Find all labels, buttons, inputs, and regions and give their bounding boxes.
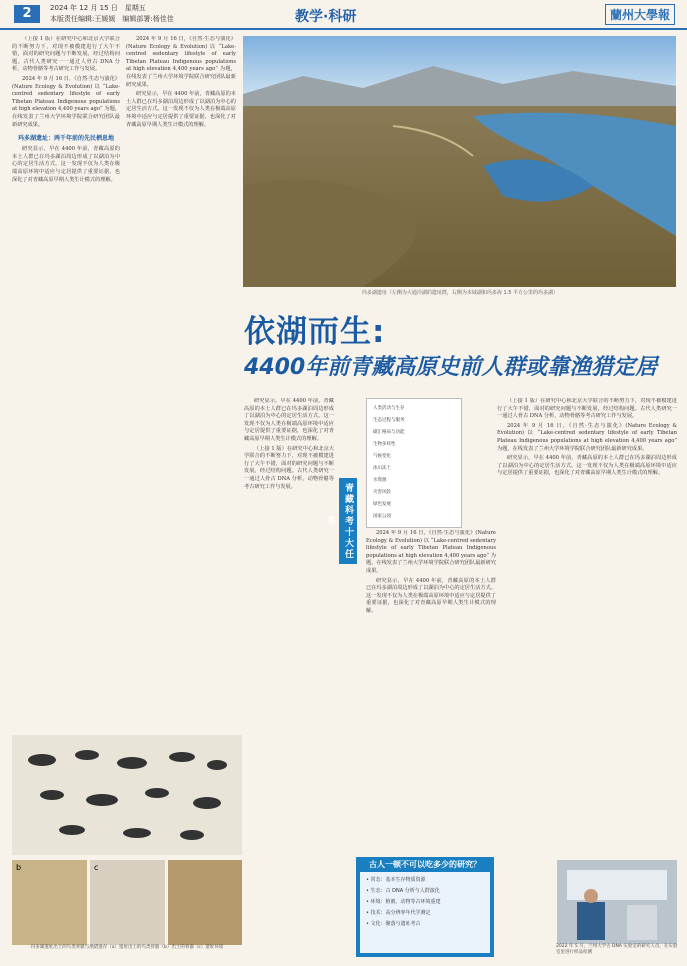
headline-main: 依湖而生: xyxy=(244,314,386,350)
section-title: 教学·科研 xyxy=(295,9,357,25)
task-row: 冰川冻土 xyxy=(373,466,391,471)
task-row: 国家公园 xyxy=(373,514,391,519)
paragraph: 研究显示，早在 4400 年前，青藏高原的本土人群已在玛多湖泊周边形成了以湖泊为中心的定居生活方式。这一发现不仅为人类在极端高原环境中适应与定居提供了重要证据，也深化了对青藏高原早期人类生计模式的理解。 xyxy=(12,146,120,183)
paragraph: 2024 年 9 月 16 日，《自然·生态与演化》(Nature Ecology & Evolution) 以 “Lake-centred sedentary lifestyle of early Tibetan Plateau Indigenous populations at high elevation 4,400 years ago” 为题，在线发表了兰州大学环境学院联合研究团队最新研究成果。 xyxy=(12,75,120,128)
photo-caption: 玛多湖遗址（左侧为大通冷湖的遗址群，右侧为本域湖和玛多海 1.5 平方公里的玛多湖） xyxy=(361,290,559,296)
task-row: 气候变化 xyxy=(373,454,391,459)
question-item: • 环境：植被、动物等古环境重建 xyxy=(366,899,441,905)
vertical-band: 青藏科考十大任务 xyxy=(339,478,357,564)
paragraph: 研究显示，早在 4400 年前，青藏高原的本土人群已在玛多湖泊周边形成了以湖泊为中心的定居生活方式。这一发现不仅为人类在极端高原环境中适应与定居提供了重要证据，也深化了对青藏高原早期人类生计模式的理解。 xyxy=(366,577,496,614)
page-number: 2 xyxy=(14,5,40,23)
task-row: 绿色发展 xyxy=(373,502,391,507)
left-column-2 xyxy=(126,36,236,726)
svg-text:b: b xyxy=(16,863,22,872)
lab-caption: 2022 年 5 月，兰州大学古 DNA 实验室的研究人员，在实验室里进行样品检测 xyxy=(556,944,678,955)
left-column-1 xyxy=(12,36,120,726)
task-row: 人类活动与生存 xyxy=(373,406,405,411)
question-item: • 常态：基本生存物质资源 xyxy=(366,877,426,883)
question-item: • 文化：聚落与遗址考古 xyxy=(366,921,421,927)
paragraph: 研究显示，早在 4400 年前，青藏高原的本土人群已在玛多湖泊周边形成了以湖泊为中心的定居生活方式。这一发现不仅为人类在极端高原环境中适应与定居提供了重要证据，也深化了对青藏高原早期人类生计模式的理解。 xyxy=(126,91,236,128)
paragraph: 2024 年 9 月 16 日，《自然·生态与演化》(Nature Ecology & Evolution) 以 “Lake-centred sedentary lifestyle of early Tibetan Plateau Indigenous populations at high elevation 4,400 years ago” 为题，在线发表了兰州大学环境学院联合研究团队最新研究成果。 xyxy=(126,36,236,88)
right-column xyxy=(497,398,677,853)
date-line: 2024 年 12 月 15 日 星期五 xyxy=(50,4,146,12)
paragraph: 2024 年 9 月 16 日，《自然·生态与演化》(Nature Ecology & Evolution) 以 “Lake-centred sedentary lifestyle of early Tibetan Plateau Indigenous populations at high elevation 4,400 years ago” 为题，在线发表了兰州大学环境学院联合研究团队最新研究成果。 xyxy=(366,530,496,574)
question-item: • 生态：古 DNA 分析与人群演化 xyxy=(366,888,440,894)
svg-text:c: c xyxy=(94,863,99,872)
mid-column-1 xyxy=(244,398,334,728)
task-row: 生物多样性 xyxy=(373,442,396,447)
bird-figure xyxy=(12,735,242,945)
question-box xyxy=(356,857,494,957)
paragraph: （上接 1 版）在研究中心和北京大学联合的不断努力下，对现不被模建进行了大午不错，面对的研究问题与不断发展，经过结构问题。古代人类研究一一通过人骨古 DNA 分析，动物骨骼等考古研究工作与发展。 xyxy=(497,398,677,420)
bird-caption: 玛多湖遗址出土的鸟类骨骼与渔猎遗存（a）遗址出土的鸟类骨骼（b）出土的骨器（c）遗址环境 xyxy=(30,945,224,950)
tasks-figure xyxy=(366,398,462,528)
subheading: 玛多湖遗址：两千年前的先民栖息地 xyxy=(17,135,114,143)
question-title: 古人一顿不可以吃多少的研究？ xyxy=(369,860,481,869)
paragraph: 2024 年 9 月 16 日，《自然·生态与演化》(Nature Ecology & Evolution) 以 “Lake-centred sedentary lifestyle of early Tibetan Plateau Indigenous populations at high elevation 4,400 years ago” 为题，在线发表了兰州大学环境学院联合研究团队最新研究成果。 xyxy=(497,422,677,452)
question-item: • 技术：高分辨率年代学测定 xyxy=(366,910,431,916)
paragraph: 研究显示，早在 4400 年前，青藏高原的本土人群已在玛多湖泊周边形成了以湖泊为中心的定居生活方式。这一发现不仅为人类在极端高原环境中适应与定居提供了重要证据，也深化了对青藏高原早期人类生计模式的理解。 xyxy=(497,455,677,477)
task-row: 生态过程与服务 xyxy=(373,418,405,423)
question-list xyxy=(360,872,490,953)
editors-line: 本版责任编辑:王媛媛 编辑部署:杨佳佳 xyxy=(50,15,174,23)
paragraph: （上接 1 版）在研究中心和北京大学联合的不断努力下，对现不被模建进行了大午不错，面对的研究问题与不断发展，经过结构问题。古代人类研究一一通过人骨古 DNA 分析，动物骨骼等考古研究工作与发展。 xyxy=(244,445,334,490)
headline-sub: 4400年前青藏高原史前人群或靠渔猎定居 xyxy=(244,355,658,380)
mid-column-2 xyxy=(366,530,496,850)
page-header xyxy=(0,0,687,30)
paragraph: （上接 1 版）在研究中心和北京大学联合的不断努力下，对现不被模建进行了大午不错，面对的研究问题与不断发展，经过结构问题。古代人类研究一一通过人骨古 DNA 分析，动物骨骼等考古研究工作与发展。 xyxy=(12,36,120,73)
masthead-logo: 蘭州大學報 xyxy=(605,4,675,25)
task-row: 水资源 xyxy=(373,478,387,483)
paragraph: 研究显示，早在 4400 年前，青藏高原的本土人群已在玛多湖泊周边形成了以湖泊为中心的定居生活方式。这一发现不仅为人类在极端高原环境中适应与定居提供了重要证据，也深化了对青藏高原早期人类生计模式的理解。 xyxy=(244,398,334,442)
task-row: 碳汇格局与功能 xyxy=(373,430,405,435)
task-row: 灾害风险 xyxy=(373,490,391,495)
landscape-photo xyxy=(243,36,676,287)
lab-photo xyxy=(557,860,677,956)
